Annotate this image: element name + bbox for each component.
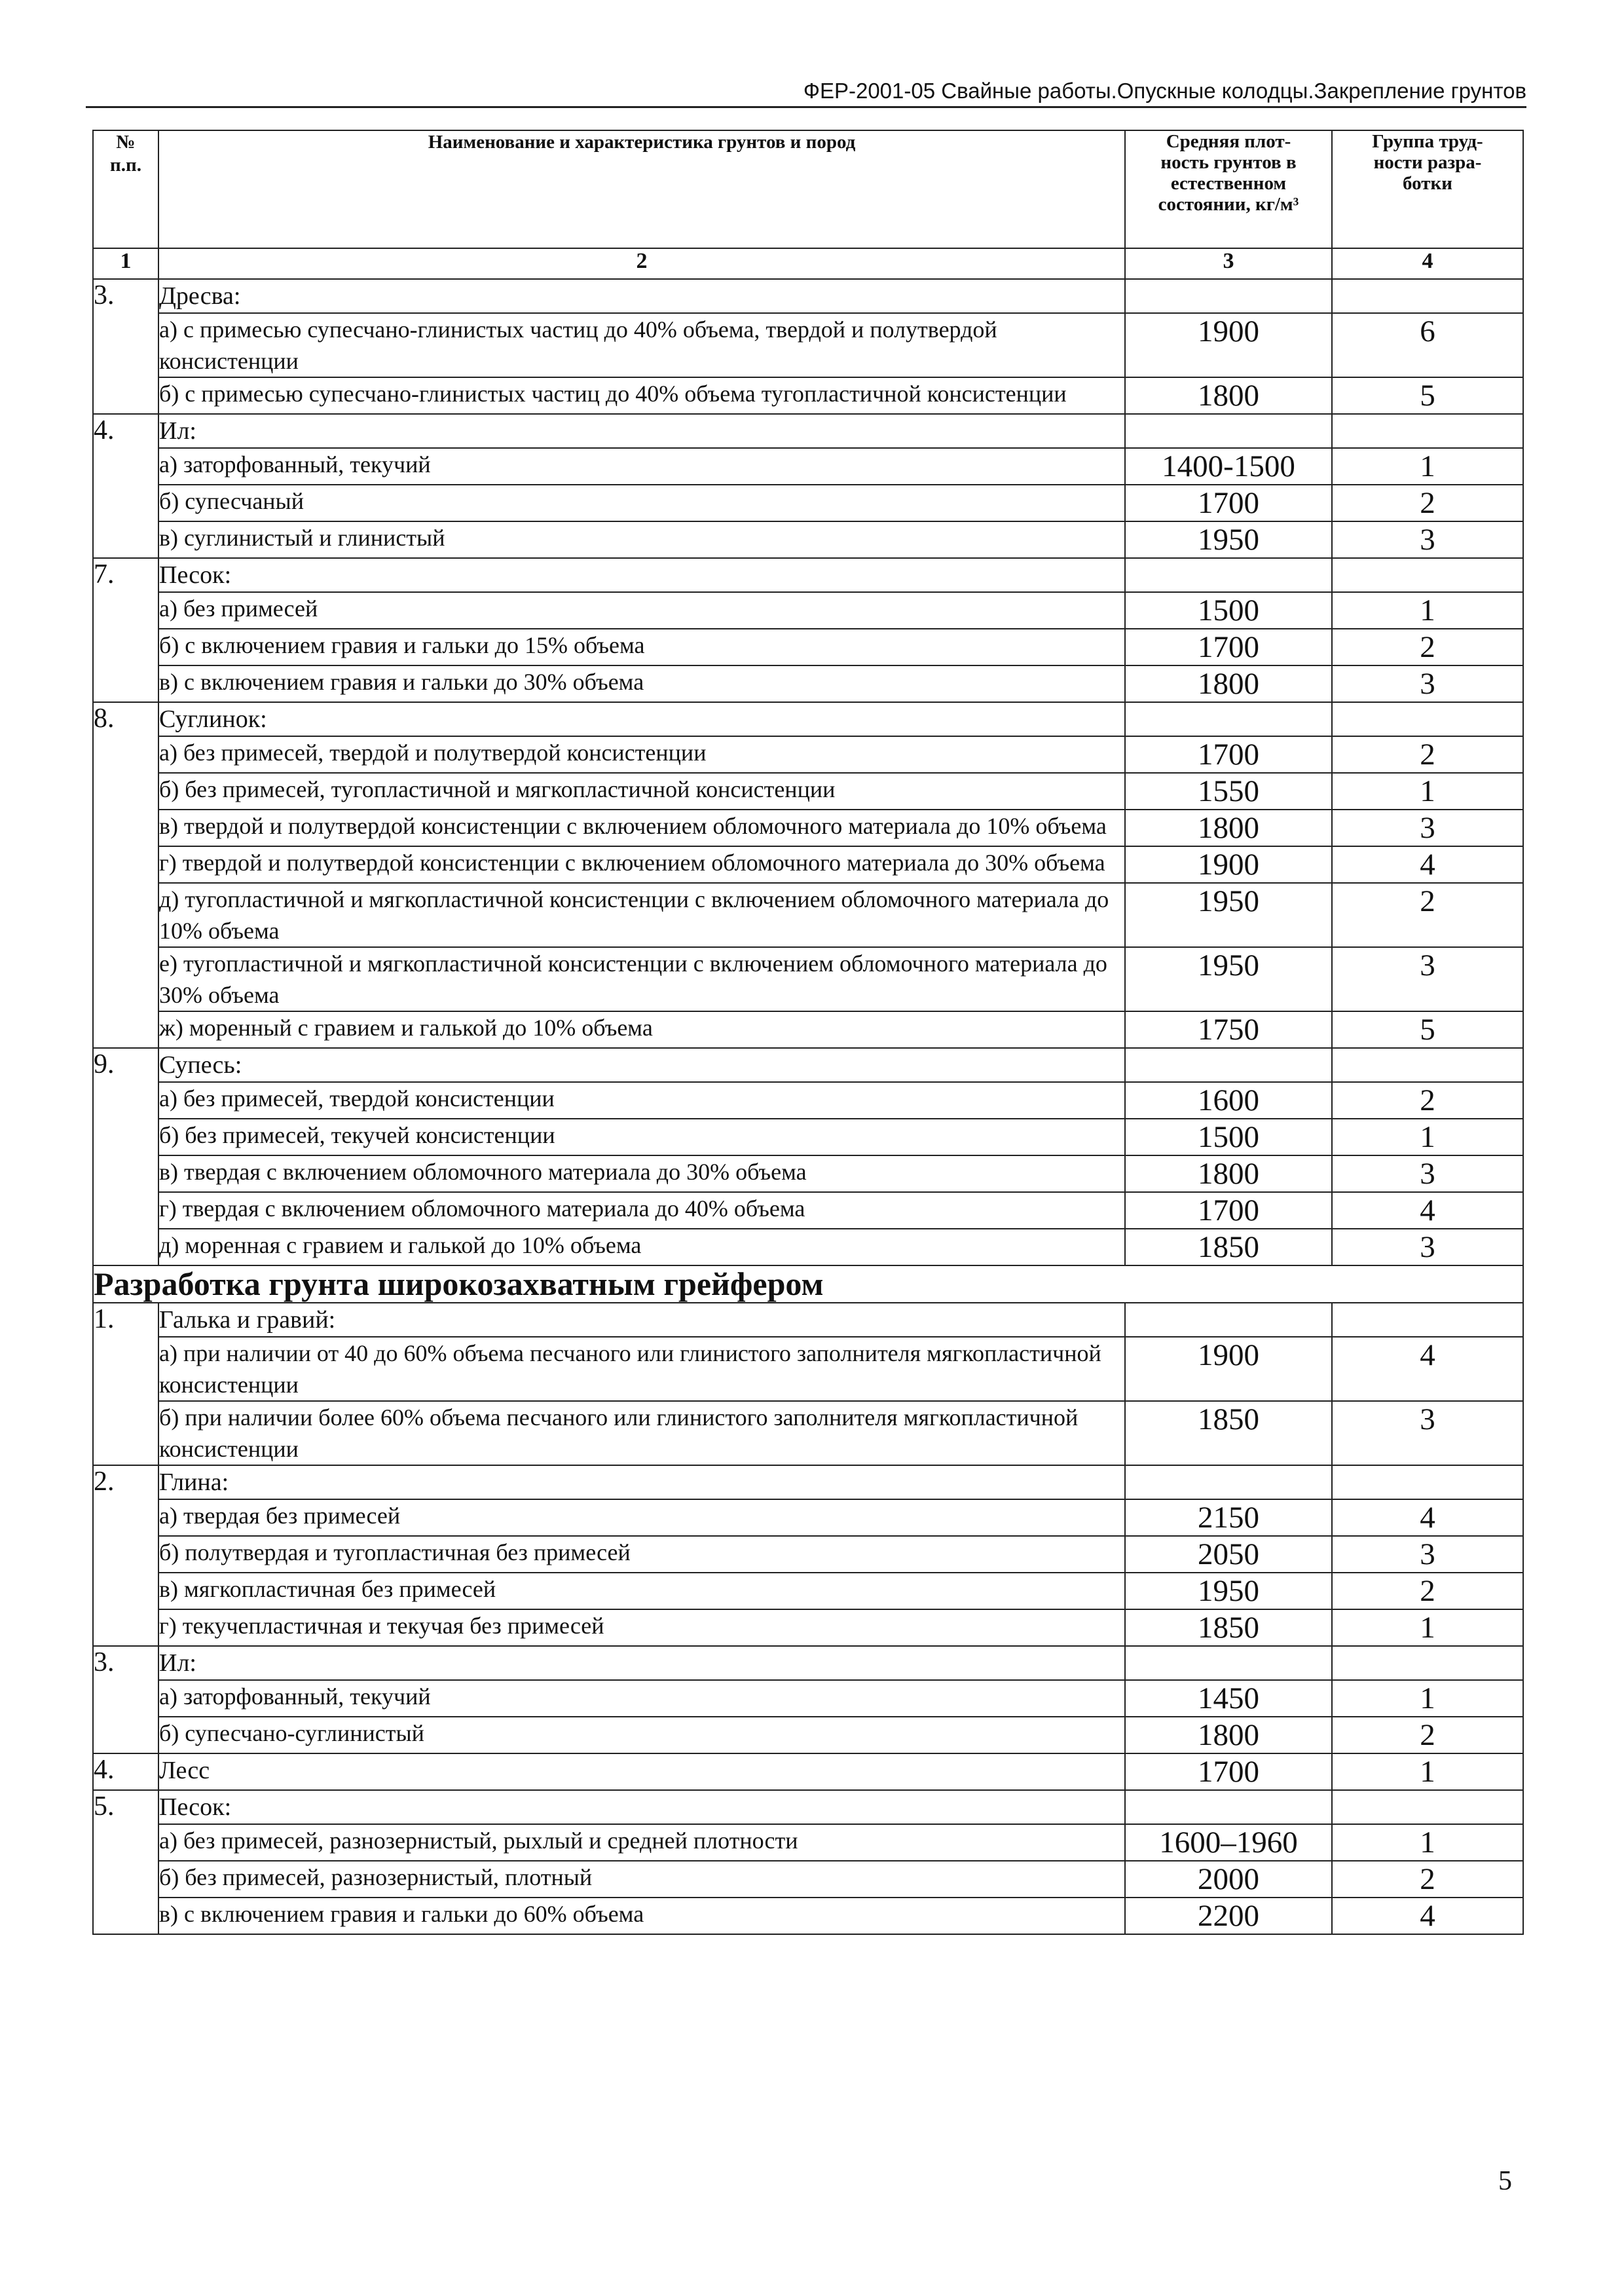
group-value: 3 [1332, 1155, 1523, 1192]
group-value [1332, 279, 1523, 313]
table-row [93, 1082, 1523, 1119]
soil-name: в) с включением гравия и гальки до 30% объема [158, 665, 1125, 702]
density-value: 1900 [1125, 846, 1332, 883]
table-row [93, 1011, 1523, 1048]
table-row [93, 377, 1523, 414]
group-title: Суглинок: [158, 702, 1125, 736]
soil-name: д) тугопластичной и мягкопластичной консистенции с включением обломочного материала до 10% объема [158, 883, 1125, 947]
row-number: 8. [93, 702, 158, 1048]
soil-name: а) без примесей, разнозернистый, рыхлый и средней плотности [158, 1824, 1125, 1861]
table-row [93, 1337, 1523, 1401]
soil-name: б) полутвердая и тугопластичная без примесей [158, 1536, 1125, 1573]
column-number: 2 [158, 248, 1125, 279]
density-value: 2000 [1125, 1861, 1332, 1898]
table-row [93, 1861, 1523, 1898]
group-value: 2 [1332, 1573, 1523, 1609]
group-value: 1 [1332, 1609, 1523, 1646]
density-value: 1950 [1125, 883, 1332, 947]
soil-name: е) тугопластичной и мягкопластичной консистенции с включением обломочного материала до 30% объема [158, 947, 1125, 1011]
section-title: Разработка грунта широкозахватным грейфером [93, 1265, 1523, 1303]
soil-name: ж) моренный с гравием и галькой до 10% объема [158, 1011, 1125, 1048]
group-value: 1 [1332, 448, 1523, 485]
density-value: 1950 [1125, 1573, 1332, 1609]
group-row [93, 279, 1523, 313]
column-number-row [93, 248, 1523, 279]
group-value: 2 [1332, 1717, 1523, 1753]
group-value: 1 [1332, 1824, 1523, 1861]
group-value [1332, 702, 1523, 736]
density-value: 1750 [1125, 1011, 1332, 1048]
group-value: 1 [1332, 592, 1523, 629]
group-value: 2 [1332, 629, 1523, 665]
group-title: Песок: [158, 558, 1125, 592]
density-value: 1550 [1125, 773, 1332, 810]
page-number: 5 [1498, 2166, 1512, 2196]
density-value [1125, 702, 1332, 736]
table-row [93, 773, 1523, 810]
group-value [1332, 1646, 1523, 1680]
table-row [93, 665, 1523, 702]
density-value: 1950 [1125, 521, 1332, 558]
row-number: 7. [93, 558, 158, 702]
table-row [93, 1119, 1523, 1155]
soil-name: б) без примесей, тугопластичной и мягкопластичной консистенции [158, 773, 1125, 810]
group-value [1332, 1303, 1523, 1337]
section-row [93, 1265, 1523, 1303]
table-row [93, 1898, 1523, 1934]
soil-name: а) без примесей, твердой и полутвердой консистенции [158, 736, 1125, 773]
column-number: 1 [93, 248, 158, 279]
table-row [93, 1680, 1523, 1717]
soil-name: б) с примесью супесчано-глинистых частиц до 40% объема тугопластичной консистенции [158, 377, 1125, 414]
density-value: 2150 [1125, 1499, 1332, 1536]
group-value [1332, 414, 1523, 448]
density-value: 1850 [1125, 1229, 1332, 1265]
soil-name: в) твердая с включением обломочного материала до 30% объема [158, 1155, 1125, 1192]
soil-name: в) мягкопластичная без примесей [158, 1573, 1125, 1609]
group-value: 4 [1332, 1337, 1523, 1401]
table-row [93, 1573, 1523, 1609]
group-row [93, 1790, 1523, 1824]
density-value [1125, 558, 1332, 592]
group-row [93, 702, 1523, 736]
group-row [93, 1303, 1523, 1337]
table-row [93, 736, 1523, 773]
soil-name: в) с включением гравия и гальки до 60% объема [158, 1898, 1125, 1934]
soil-name: а) твердая без примесей [158, 1499, 1125, 1536]
density-value: 1400-1500 [1125, 448, 1332, 485]
group-title: Супесь: [158, 1048, 1125, 1082]
soil-name: б) супесчано-суглинистый [158, 1717, 1125, 1753]
soil-name: б) супесчаный [158, 485, 1125, 521]
group-title: Песок: [158, 1790, 1125, 1824]
table-row [93, 947, 1523, 1011]
group-value [1332, 1048, 1523, 1082]
table-row [93, 1401, 1523, 1465]
density-value: 1800 [1125, 1155, 1332, 1192]
table-row [93, 1717, 1523, 1753]
density-value: 1700 [1125, 485, 1332, 521]
table-row [93, 1192, 1523, 1229]
row-number: 4. [93, 1753, 158, 1790]
soil-name: а) с примесью супесчано-глинистых частиц до 40% объема, твердой и полутвердой консистенции [158, 313, 1125, 377]
group-title: Ил: [158, 1646, 1125, 1680]
group-value: 3 [1332, 1401, 1523, 1465]
soil-name: б) без примесей, текучей консистенции [158, 1119, 1125, 1155]
soil-name: б) с включением гравия и гальки до 15% объема [158, 629, 1125, 665]
table-row [93, 629, 1523, 665]
table-row [93, 1229, 1523, 1265]
soil-table [92, 130, 1524, 1935]
group-value: 4 [1332, 1499, 1523, 1536]
soil-name: г) твердая с включением обломочного материала до 40% объема [158, 1192, 1125, 1229]
table-row [93, 1155, 1523, 1192]
row-number: 9. [93, 1048, 158, 1265]
density-value: 1800 [1125, 377, 1332, 414]
group-title: Ил: [158, 414, 1125, 448]
density-value: 1600 [1125, 1082, 1332, 1119]
group-value: 2 [1332, 1861, 1523, 1898]
group-value: 3 [1332, 521, 1523, 558]
density-value: 1900 [1125, 1337, 1332, 1401]
row-number: 3. [93, 279, 158, 414]
group-value: 6 [1332, 313, 1523, 377]
table-row [93, 1824, 1523, 1861]
header-text: ФЕР-2001-05 Свайные работы.Опускные колодцы.Закрепление грунтов [803, 79, 1526, 103]
group-value: 1 [1332, 1119, 1523, 1155]
density-value: 1850 [1125, 1609, 1332, 1646]
density-value [1125, 1303, 1332, 1337]
soil-name: а) без примесей [158, 592, 1125, 629]
density-value [1125, 414, 1332, 448]
group-row [93, 1048, 1523, 1082]
column-number: 4 [1332, 248, 1523, 279]
group-value: 5 [1332, 377, 1523, 414]
density-value: 1800 [1125, 810, 1332, 846]
group-row [93, 1753, 1523, 1790]
table-row [93, 313, 1523, 377]
density-value: 1500 [1125, 592, 1332, 629]
density-value: 1600–1960 [1125, 1824, 1332, 1861]
soil-name: б) без примесей, разнозернистый, плотный [158, 1861, 1125, 1898]
density-value: 1900 [1125, 313, 1332, 377]
group-row [93, 414, 1523, 448]
table-row [93, 1609, 1523, 1646]
density-value: 1700 [1125, 1192, 1332, 1229]
density-value: 2050 [1125, 1536, 1332, 1573]
row-number: 3. [93, 1646, 158, 1753]
row-number: 1. [93, 1303, 158, 1465]
group-value: 4 [1332, 1192, 1523, 1229]
group-value: 3 [1332, 1229, 1523, 1265]
table-row [93, 883, 1523, 947]
row-number: 4. [93, 414, 158, 558]
header-group: Группа труд- ности разра- ботки [1332, 130, 1523, 248]
soil-name: в) твердой и полутвердой консистенции с включением обломочного материала до 10% объема [158, 810, 1125, 846]
group-value [1332, 558, 1523, 592]
table-row [93, 1536, 1523, 1573]
group-value: 4 [1332, 846, 1523, 883]
density-value: 1700 [1125, 629, 1332, 665]
density-value: 1700 [1125, 1753, 1332, 1790]
group-row [93, 1465, 1523, 1499]
table-row [93, 846, 1523, 883]
group-value: 2 [1332, 1082, 1523, 1119]
group-value: 2 [1332, 485, 1523, 521]
group-value: 2 [1332, 736, 1523, 773]
group-value: 1 [1332, 773, 1523, 810]
group-value: 3 [1332, 665, 1523, 702]
soil-name: б) при наличии более 60% объема песчаного или глинистого заполнителя мягкопластичной консистенции [158, 1401, 1125, 1465]
group-row [93, 1646, 1523, 1680]
row-number: 5. [93, 1790, 158, 1934]
group-title: Глина: [158, 1465, 1125, 1499]
header-row [93, 130, 1523, 248]
soil-name: а) без примесей, твердой консистенции [158, 1082, 1125, 1119]
density-value: 1500 [1125, 1119, 1332, 1155]
page-header [86, 79, 1526, 108]
table-row [93, 810, 1523, 846]
density-value [1125, 1048, 1332, 1082]
soil-name: а) при наличии от 40 до 60% объема песчаного или глинистого заполнителя мягкопластичной консистенции [158, 1337, 1125, 1401]
group-row [93, 558, 1523, 592]
soil-name: д) моренная с гравием и галькой до 10% объема [158, 1229, 1125, 1265]
density-value: 1800 [1125, 665, 1332, 702]
group-value [1332, 1790, 1523, 1824]
soil-name: в) суглинистый и глинистый [158, 521, 1125, 558]
group-value: 2 [1332, 883, 1523, 947]
density-value [1125, 279, 1332, 313]
table-row [93, 521, 1523, 558]
density-value: 1950 [1125, 947, 1332, 1011]
group-value: 3 [1332, 947, 1523, 1011]
density-value: 1800 [1125, 1717, 1332, 1753]
table-row [93, 485, 1523, 521]
group-value: 1 [1332, 1680, 1523, 1717]
group-title: Дресва: [158, 279, 1125, 313]
group-value [1332, 1465, 1523, 1499]
table-row [93, 1499, 1523, 1536]
group-value: 1 [1332, 1753, 1523, 1790]
density-value: 1700 [1125, 736, 1332, 773]
density-value [1125, 1465, 1332, 1499]
header-num: № п.п. [93, 130, 158, 248]
group-value: 4 [1332, 1898, 1523, 1934]
header-name: Наименование и характеристика грунтов и пород [158, 130, 1125, 248]
group-value: 5 [1332, 1011, 1523, 1048]
group-title: Галька и гравий: [158, 1303, 1125, 1337]
soil-name: г) текучепластичная и текучая без примесей [158, 1609, 1125, 1646]
group-value: 3 [1332, 810, 1523, 846]
row-number: 2. [93, 1465, 158, 1646]
table-row [93, 592, 1523, 629]
density-value: 2200 [1125, 1898, 1332, 1934]
density-value [1125, 1646, 1332, 1680]
density-value: 1450 [1125, 1680, 1332, 1717]
density-value [1125, 1790, 1332, 1824]
column-number: 3 [1125, 248, 1332, 279]
group-title: Лесс [158, 1753, 1125, 1790]
group-value: 3 [1332, 1536, 1523, 1573]
soil-name: а) заторфованный, текучий [158, 448, 1125, 485]
soil-name: г) твердой и полутвердой консистенции с включением обломочного материала до 30% объема [158, 846, 1125, 883]
table-body [93, 279, 1523, 1934]
soil-name: а) заторфованный, текучий [158, 1680, 1125, 1717]
density-value: 1850 [1125, 1401, 1332, 1465]
header-density: Средняя плот- ность грунтов в естественном состоянии, кг/м³ [1125, 130, 1332, 248]
table-row [93, 448, 1523, 485]
